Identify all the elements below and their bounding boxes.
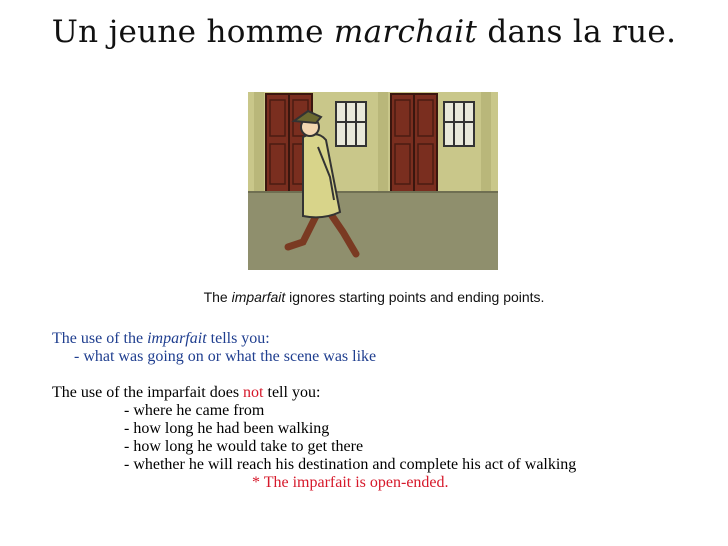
pavement [248,192,498,270]
tells-item: - what was going on or what the scene was like [74,348,377,365]
not-tells-heading [52,384,576,402]
caption [0,289,728,305]
caption-term: imparfait [231,289,286,305]
not-tells-item: - whether he will reach his destination and complete his act of walking [124,456,577,473]
title-part1: Un jeune homme [51,14,324,50]
not-tells-item: - how long he had been walking [124,420,330,437]
tells-heading-term: imparfait [147,330,207,347]
tells-heading-suffix: tells you: [210,330,270,347]
window [444,102,474,146]
title-part2: dans la rue. [487,14,677,50]
walking-man-illustration [248,92,498,270]
not-tells-heading-prefix: The use of the imparfait does [52,384,240,401]
title-emphasis: marchait [333,14,478,50]
not-tells-item: - how long he would take to get there [124,438,364,455]
caption-suffix: ignores starting points and ending points. [289,289,545,305]
pillar [481,92,491,192]
pillar [378,92,388,192]
pillar [254,92,264,192]
not-tells-heading-suffix: tell you: [267,384,321,401]
tells-heading-prefix: The use of the [52,330,144,347]
open-ended-note: * The imparfait is open-ended. [252,474,449,491]
slide-title [0,14,728,50]
not-word: not [243,384,264,401]
tells-heading [52,330,576,348]
window [336,102,366,146]
not-tells-item: - where he came from [124,402,265,419]
explanation [52,330,576,492]
caption-prefix: The [203,289,228,305]
right-door [391,94,437,192]
